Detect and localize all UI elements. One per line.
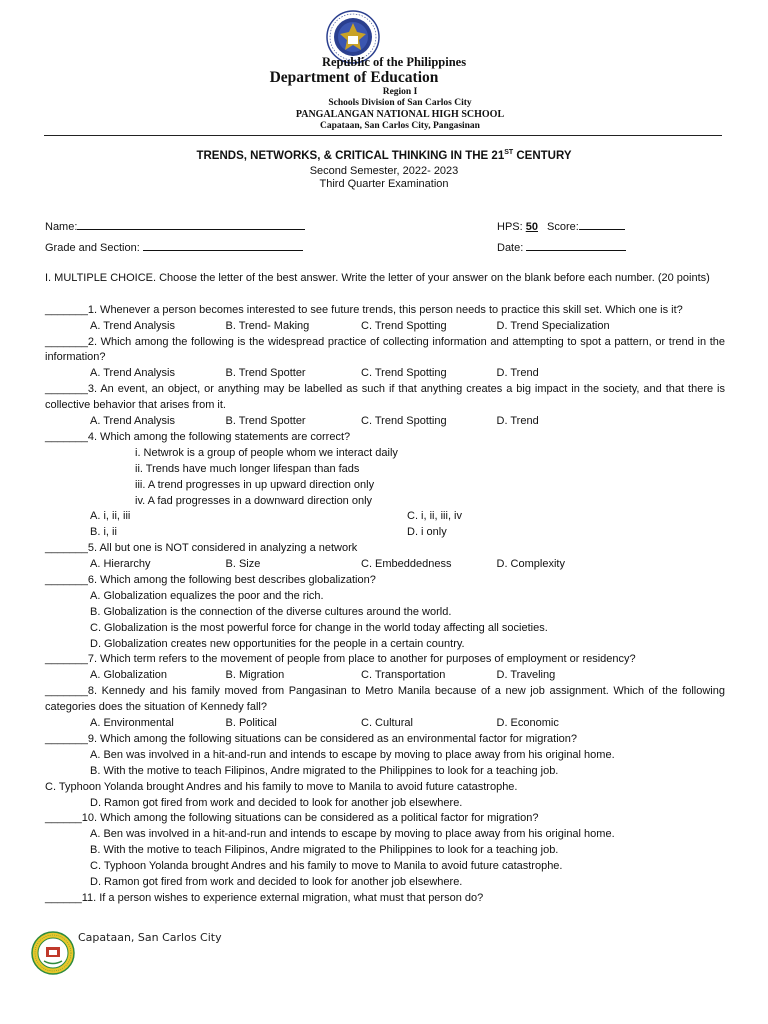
question-6-choice-d: D. Globalization creates new opportunities for the people in a certain country. [90, 637, 465, 650]
republic-line: Republic of the Philippines [321, 55, 467, 69]
date-field[interactable]: Date: [497, 240, 626, 254]
question-9-choice-b: B. With the motive to teach Filipinos, Andre migrated to the Philippines to look for a teaching job. [90, 764, 559, 777]
question-5: _______5. All but one is NOT considered in analyzing a network [45, 542, 358, 555]
header-divider [44, 135, 722, 136]
question-6-choice-b: B. Globalization is the connection of the diverse cultures around the world. [90, 605, 452, 618]
answer-blank[interactable]: _______ [45, 430, 88, 443]
answer-blank[interactable]: _______ [45, 574, 88, 586]
score-blank[interactable] [579, 219, 625, 230]
question-8: _______8. Kennedy and his family moved from Pangasinan to Metro Manila because of a new job assignment. Which of the following categories does the situation of Kennedy fall? [45, 685, 725, 714]
name-field[interactable]: Name: [45, 219, 305, 233]
question-1-choices: A. Trend Analysis B. Trend- Making C. Trend Spotting D. Trend Specialization [90, 319, 610, 332]
date-blank[interactable] [526, 240, 626, 251]
question-3: _______3. An event, an object, or anything may be labelled as such if that anything creates a big impact in the society, and that there is collective behavior that arises from it. [45, 383, 725, 412]
footer-location: Capataan, San Carlos City [78, 931, 222, 944]
statement-ii: ii. Trends have much longer lifespan than fads [135, 462, 360, 475]
instructions: I. MULTIPLE CHOICE. Choose the letter of the best answer. Write the letter of your answer on the blank before each number. (20 points) [45, 272, 710, 284]
question-9-choice-d: D. Ramon got fired from work and decided to look for another job elsewhere. [90, 796, 463, 809]
answer-blank[interactable]: _______ [45, 732, 88, 745]
question-9: _______9. Which among the following situations can be considered as an environmental factor for migration? [45, 732, 577, 745]
statement-i: i. Netwrok is a group of people whom we interact daily [135, 446, 398, 459]
school-logo-icon [31, 931, 75, 975]
question-9-choice-c: C. Typhoon Yolanda brought Andres and his family to move to Manila to avoid future catastrophe. [45, 780, 518, 793]
quarter-line: Third Quarter Examination [319, 178, 449, 190]
name-blank[interactable] [77, 219, 305, 230]
answer-blank[interactable]: _______ [45, 303, 88, 316]
division-line: Schools Division of San Carlos City [328, 98, 472, 108]
question-6-choice-a: A. Globalization equalizes the poor and the rich. [90, 589, 324, 602]
school-line: PANGALANGAN NATIONAL HIGH SCHOOL [295, 109, 505, 120]
question-10-choice-a: A. Ben was involved in a hit-and-run and intends to escape by moving to place away from his original home. [90, 828, 615, 841]
question-10-choice-c: C. Typhoon Yolanda brought Andres and his family to move to Manila to avoid future catastrophe. [90, 860, 563, 873]
question-4: _______4. Which among the following statements are correct? [45, 430, 351, 443]
question-2: _______2. Which among the following is the widespread practice of collecting information and attempting to spot a pattern, or trend in the information? [45, 335, 725, 364]
address-line: Capataan, San Carlos City, Pangasinan [320, 121, 480, 131]
answer-blank[interactable]: _______ [45, 383, 88, 396]
question-7: _______7. Which term refers to the movement of people from place to another for purposes of employment or residency? [45, 653, 636, 666]
question-4-choices-row1: A. i, ii, iii C. i, ii, iii, iv [90, 510, 462, 523]
statement-iv: iv. A fad progresses in a downward direction only [135, 494, 373, 507]
answer-blank[interactable]: ______ [45, 891, 82, 904]
question-9-choice-a: A. Ben was involved in a hit-and-run and intends to escape by moving to place away from his original home. [90, 748, 615, 761]
question-8-choices: A. Environmental B. Political C. Cultural D. Economic [90, 717, 559, 730]
question-2-choices: A. Trend Analysis B. Trend Spotter C. Trend Spotting D. Trend [90, 367, 539, 380]
answer-blank[interactable]: _______ [45, 542, 88, 555]
semester-line: Second Semester, 2022- 2023 [309, 165, 459, 177]
hps-value: 50 [525, 221, 538, 233]
question-1: _______1. Whenever a person becomes interested to see future trends, this person needs to practice this skill set. Which one is it? [45, 303, 683, 316]
answer-blank[interactable]: _______ [45, 335, 88, 348]
question-10: ______10. Which among the following situations can be considered as a political factor for migration? [45, 812, 539, 825]
hps-score: HPS: 50 Score: [497, 219, 625, 233]
question-6: _______6. Which among the following best describes globalization? [45, 574, 376, 586]
question-11: ______11. If a person wishes to experience external migration, what must that person do? [45, 891, 484, 904]
question-6-choice-c: C. Globalization is the most powerful force for change in the world today affecting all societies. [90, 621, 548, 634]
exam-title: TRENDS, NETWORKS, & CRITICAL THINKING IN THE 21ST CENTURY [196, 149, 572, 162]
question-10-choice-d: D. Ramon got fired from work and decided to look for another job elsewhere. [90, 875, 463, 888]
answer-blank[interactable]: _______ [45, 685, 88, 698]
question-5-choices: A. Hierarchy B. Size C. Embeddedness D. Complexity [90, 558, 565, 571]
answer-blank[interactable]: ______ [45, 812, 82, 825]
question-4-choices-row2: B. i, ii D. i only [90, 526, 447, 539]
question-3-choices: A. Trend Analysis B. Trend Spotter C. Trend Spotting D. Trend [90, 415, 539, 428]
statement-iii: iii. A trend progresses in up upward direction only [135, 478, 375, 491]
grade-section-blank[interactable] [143, 240, 303, 251]
question-10-choice-b: B. With the motive to teach Filipinos, Andre migrated to the Philippines to look for a teaching job. [90, 844, 559, 857]
department-line: Department of Education [269, 69, 439, 86]
region-line: Region I [382, 87, 418, 97]
question-7-choices: A. Globalization B. Migration C. Transportation D. Traveling [90, 669, 556, 682]
grade-section-field[interactable]: Grade and Section: [45, 240, 303, 254]
exam-body [45, 271, 725, 907]
answer-blank[interactable]: _______ [45, 653, 88, 666]
